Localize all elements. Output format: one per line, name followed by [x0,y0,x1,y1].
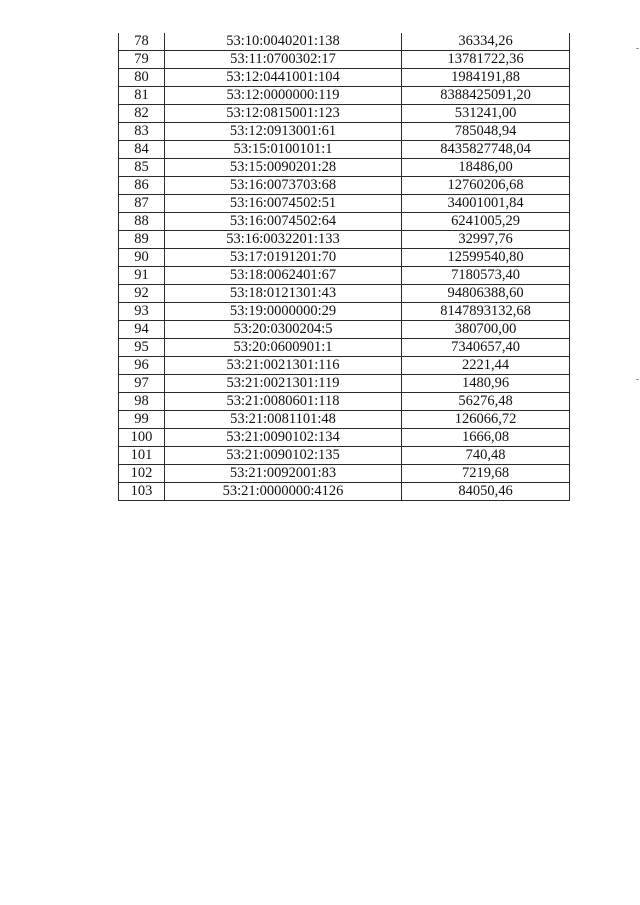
cadastral-value-cell: 1984191,88 [402,69,570,87]
cadastral-number-cell: 53:16:0074502:51 [165,195,402,213]
cadastral-value-cell: 7180573,40 [402,267,570,285]
cadastral-number-cell: 53:12:0815001:123 [165,105,402,123]
row-number-cell: 84 [119,141,165,159]
table-row [119,411,570,429]
cadastral-value-cell: 12599540,80 [402,249,570,267]
row-number-cell: 83 [119,123,165,141]
cadastral-value-cell: 94806388,60 [402,285,570,303]
row-number-cell: 79 [119,51,165,69]
row-number-cell: 86 [119,177,165,195]
cadastral-number-cell: 53:18:0062401:67 [165,267,402,285]
row-number-cell: 93 [119,303,165,321]
row-number-cell: 87 [119,195,165,213]
cadastral-number-cell: 53:12:0000000:119 [165,87,402,105]
row-number-cell: 88 [119,213,165,231]
cadastral-number-cell: 53:21:0080601:118 [165,393,402,411]
row-number-cell: 78 [119,33,165,51]
table-row [119,339,570,357]
row-number-cell: 80 [119,69,165,87]
cadastral-value-cell: 7340657,40 [402,339,570,357]
row-number-cell: 100 [119,429,165,447]
table-row [119,177,570,195]
cadastral-value-cell: 56276,48 [402,393,570,411]
cadastral-value-cell: 18486,00 [402,159,570,177]
row-number-cell: 99 [119,411,165,429]
cadastral-number-cell: 53:21:0021301:116 [165,357,402,375]
cadastral-number-cell: 53:15:0100101:1 [165,141,402,159]
cadastral-number-cell: 53:20:0600901:1 [165,339,402,357]
cadastral-number-cell: 53:15:0090201:28 [165,159,402,177]
row-number-cell: 82 [119,105,165,123]
table-row [119,195,570,213]
row-number-cell: 102 [119,465,165,483]
row-number-cell: 95 [119,339,165,357]
cadastral-value-cell: 84050,46 [402,483,570,501]
table-body [119,33,570,501]
cadastral-number-cell: 53:12:0913001:61 [165,123,402,141]
table-row [119,303,570,321]
table-row [119,267,570,285]
cadastral-value-cell: 1480,96 [402,375,570,393]
table-row [119,465,570,483]
cadastral-value-table [118,33,570,501]
cadastral-number-cell: 53:16:0074502:64 [165,213,402,231]
cadastral-number-cell: 53:21:0090102:134 [165,429,402,447]
cadastral-value-cell: 8435827748,04 [402,141,570,159]
table-row [119,69,570,87]
table-row [119,33,570,51]
cadastral-number-cell: 53:21:0090102:135 [165,447,402,465]
row-number-cell: 97 [119,375,165,393]
table-row [119,231,570,249]
cadastral-value-cell: 6241005,29 [402,213,570,231]
row-number-cell: 98 [119,393,165,411]
table-row [119,249,570,267]
table-row [119,213,570,231]
cadastral-number-cell: 53:21:0081101:48 [165,411,402,429]
cadastral-number-cell: 53:12:0441001:104 [165,69,402,87]
cadastral-number-cell: 53:17:0191201:70 [165,249,402,267]
cadastral-value-cell: 34001001,84 [402,195,570,213]
row-number-cell: 94 [119,321,165,339]
table-row [119,87,570,105]
row-number-cell: 103 [119,483,165,501]
table-row [119,357,570,375]
table-row [119,393,570,411]
table-row [119,285,570,303]
cadastral-value-cell: 32997,76 [402,231,570,249]
row-number-cell: 91 [119,267,165,285]
cadastral-number-cell: 53:19:0000000:29 [165,303,402,321]
table-row [119,321,570,339]
row-number-cell: 96 [119,357,165,375]
row-number-cell: 90 [119,249,165,267]
row-number-cell: 89 [119,231,165,249]
cadastral-value-cell: 785048,94 [402,123,570,141]
cadastral-number-cell: 53:20:0300204:5 [165,321,402,339]
row-number-cell: 101 [119,447,165,465]
cadastral-value-cell: 126066,72 [402,411,570,429]
cadastral-number-cell: 53:16:0073703:68 [165,177,402,195]
table-row [119,141,570,159]
cadastral-value-cell: 531241,00 [402,105,570,123]
cadastral-value-cell: 1666,08 [402,429,570,447]
row-number-cell: 92 [119,285,165,303]
cadastral-number-cell: 53:16:0032201:133 [165,231,402,249]
cadastral-value-cell: 8147893132,68 [402,303,570,321]
table-row [119,123,570,141]
cadastral-value-cell: 2221,44 [402,357,570,375]
row-number-cell: 85 [119,159,165,177]
table-row [119,51,570,69]
cadastral-number-cell: 53:21:0000000:4126 [165,483,402,501]
cadastral-value-cell: 380700,00 [402,321,570,339]
table-row [119,429,570,447]
table-row [119,447,570,465]
scan-edge-mark [636,48,639,49]
cadastral-value-cell: 36334,26 [402,33,570,51]
table-row [119,375,570,393]
cadastral-value-cell: 740,48 [402,447,570,465]
row-number-cell: 81 [119,87,165,105]
cadastral-value-cell: 13781722,36 [402,51,570,69]
scan-edge-mark [636,379,639,380]
table-row [119,159,570,177]
table-row [119,105,570,123]
cadastral-number-cell: 53:21:0021301:119 [165,375,402,393]
cadastral-number-cell: 53:11:0700302:17 [165,51,402,69]
cadastral-number-cell: 53:21:0092001:83 [165,465,402,483]
cadastral-value-cell: 12760206,68 [402,177,570,195]
cadastral-value-cell: 8388425091,20 [402,87,570,105]
table-row [119,483,570,501]
cadastral-value-cell: 7219,68 [402,465,570,483]
cadastral-number-cell: 53:18:0121301:43 [165,285,402,303]
cadastral-number-cell: 53:10:0040201:138 [165,33,402,51]
